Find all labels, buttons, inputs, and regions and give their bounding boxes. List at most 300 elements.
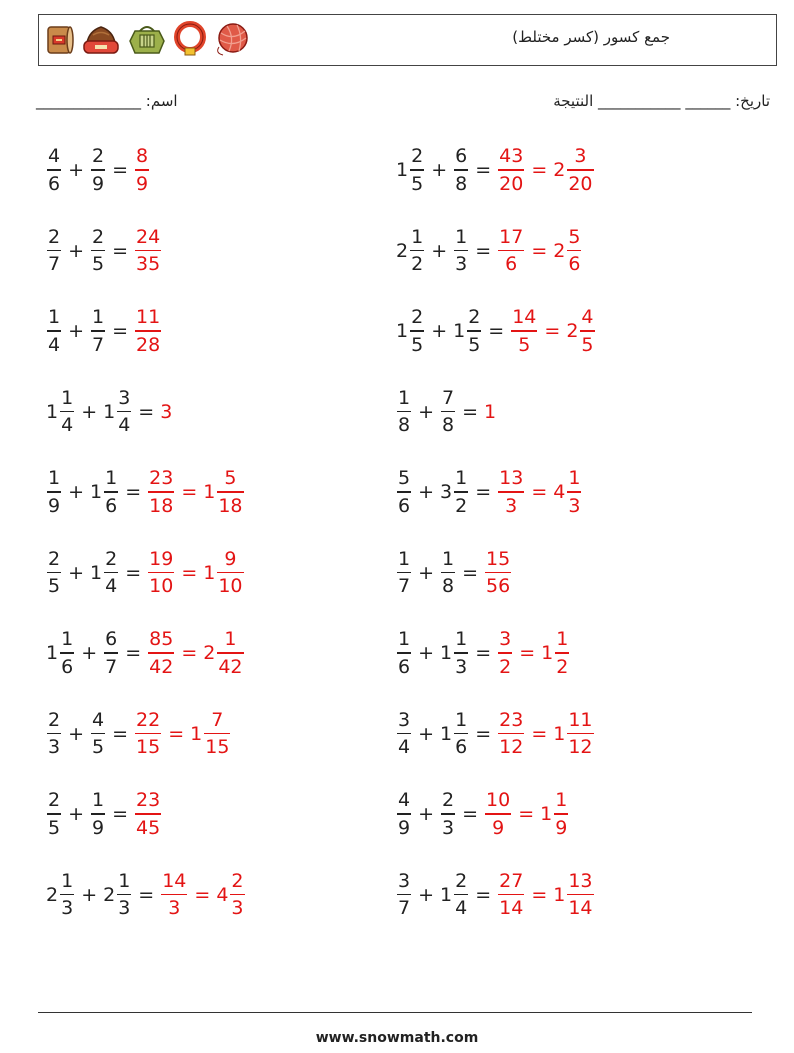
date-blank: ______ [685, 92, 731, 110]
numerator: 11 [568, 708, 593, 731]
fraction [485, 787, 511, 841]
equals-sign: = [194, 883, 211, 906]
answer [134, 304, 162, 358]
numerator: 14 [162, 869, 187, 892]
addend-1 [396, 787, 412, 841]
equals-sign: = [112, 803, 129, 825]
numerator: 1 [455, 225, 468, 248]
whole-number: 4 [553, 481, 566, 503]
equals-sign: = [181, 561, 198, 584]
log-icon [45, 21, 75, 57]
answer-fraction [497, 224, 525, 278]
whole-number: 1 [553, 722, 566, 745]
numerator: 2 [48, 225, 61, 248]
denominator: 3 [61, 897, 74, 920]
equals-sign: = [519, 642, 536, 664]
problem-item [396, 382, 497, 442]
fraction [217, 626, 243, 680]
numerator: 1 [92, 789, 105, 812]
whole-number: 2 [553, 239, 566, 262]
numerator: 5 [398, 467, 411, 490]
denominator: 18 [218, 494, 243, 517]
denominator: 3 [168, 897, 181, 920]
addend-2 [90, 787, 106, 841]
problem-item [396, 301, 596, 361]
equals-sign: = [125, 642, 142, 664]
fraction [511, 304, 537, 358]
equals-sign: = [475, 481, 492, 503]
denominator: 6 [398, 494, 411, 517]
date-label: تاریخ: [735, 92, 770, 110]
fraction [117, 868, 131, 922]
denominator: 20 [568, 172, 593, 195]
fraction [135, 787, 161, 841]
problem-item [396, 140, 595, 200]
plus-sign: + [68, 722, 85, 745]
denominator: 9 [92, 172, 105, 195]
answer-fraction [497, 707, 525, 761]
fraction [104, 465, 118, 519]
fraction [454, 465, 468, 519]
answer-fraction [134, 143, 150, 197]
denominator: 5 [48, 575, 61, 598]
denominator: 9 [136, 172, 149, 195]
problem-item [46, 543, 245, 603]
equals-sign: = [125, 561, 142, 584]
fraction [567, 224, 581, 278]
equals-sign: = [462, 400, 479, 423]
numerator: 2 [48, 547, 61, 570]
plus-sign: + [68, 159, 85, 181]
problem-item [396, 623, 570, 683]
denominator: 4 [118, 414, 131, 437]
answer-mixed [540, 787, 569, 841]
numerator: 3 [118, 386, 131, 409]
life-ring-icon [173, 21, 207, 57]
denominator: 7 [92, 333, 105, 356]
denominator: 28 [136, 333, 161, 356]
addend-1 [46, 465, 62, 519]
denominator: 7 [398, 575, 411, 598]
numerator: 85 [149, 628, 174, 651]
addend-2 [440, 465, 469, 519]
addend-2 [440, 626, 469, 680]
fraction [397, 787, 411, 841]
numerator: 2 [231, 869, 244, 892]
plus-sign: + [418, 722, 435, 745]
fraction [567, 143, 593, 197]
answer [147, 465, 244, 519]
answer-fraction [134, 224, 162, 278]
equals-sign: = [544, 320, 561, 342]
addend-1 [46, 787, 62, 841]
fraction [161, 868, 187, 922]
numerator: 7 [442, 386, 455, 409]
fraction [498, 626, 512, 680]
fraction [454, 224, 468, 278]
numerator: 4 [48, 145, 61, 168]
numerator: 1 [48, 467, 61, 490]
fraction [580, 304, 594, 358]
answer-fraction [160, 868, 188, 922]
fraction [104, 546, 118, 600]
denominator: 2 [455, 494, 468, 517]
denominator: 6 [568, 253, 581, 276]
footer-url: www.snowmath.com [315, 1030, 479, 1046]
fraction [60, 626, 74, 680]
pet-bed-icon [81, 21, 121, 57]
answer-fraction [484, 787, 512, 841]
numerator: 6 [105, 628, 118, 651]
answer-mixed [553, 143, 594, 197]
fraction [47, 304, 61, 358]
answer [497, 626, 570, 680]
denominator: 15 [205, 736, 230, 759]
fraction [441, 787, 455, 841]
fraction [467, 304, 481, 358]
addend-2 [103, 626, 119, 680]
whole-number: 1 [103, 400, 116, 423]
numerator: 27 [499, 869, 524, 892]
fraction [230, 868, 244, 922]
denominator: 5 [92, 253, 105, 276]
equals-sign: = [488, 320, 505, 342]
addend-2 [440, 787, 456, 841]
numerator: 13 [568, 869, 593, 892]
numerator: 23 [136, 789, 161, 812]
denominator: 3 [118, 897, 131, 920]
denominator: 7 [105, 655, 118, 678]
denominator: 18 [149, 494, 174, 517]
whole-number: 3 [160, 400, 173, 423]
denominator: 10 [218, 575, 243, 598]
numerator: 17 [499, 225, 524, 248]
whole-number: 2 [553, 159, 566, 181]
fraction [91, 304, 105, 358]
answer-fraction [147, 465, 175, 519]
problem-item [396, 221, 582, 281]
plus-sign: + [68, 561, 85, 584]
fraction [47, 707, 61, 761]
plus-sign: + [81, 642, 98, 664]
score-blank: ___________ [598, 92, 681, 110]
numerator: 19 [149, 547, 174, 570]
addend-2 [90, 143, 106, 197]
fraction [498, 868, 524, 922]
addend-1 [46, 143, 62, 197]
worksheet-header [38, 14, 777, 66]
fraction [498, 224, 524, 278]
fraction [454, 868, 468, 922]
numerator: 43 [499, 145, 524, 168]
denominator: 12 [568, 736, 593, 759]
numerator: 2 [411, 145, 424, 168]
answer-mixed [553, 465, 582, 519]
numerator: 1 [61, 869, 74, 892]
fraction [454, 626, 468, 680]
whole-number: 1 [396, 159, 409, 181]
equals-sign: = [125, 481, 142, 503]
whole-number: 1 [90, 561, 103, 584]
answer-fraction [497, 868, 525, 922]
denominator: 10 [149, 575, 174, 598]
problem-item [396, 865, 595, 925]
numerator: 3 [574, 145, 587, 168]
fraction [135, 304, 161, 358]
whole-number: 1 [440, 722, 453, 745]
numerator: 1 [455, 467, 468, 490]
fraction [485, 546, 511, 600]
numerator: 1 [555, 789, 568, 812]
score-label: النتيجة [553, 92, 594, 110]
answer [497, 224, 582, 278]
addend-2 [453, 224, 469, 278]
addend-1 [46, 707, 62, 761]
fraction [47, 465, 61, 519]
fraction [498, 143, 524, 197]
fraction [397, 707, 411, 761]
numerator: 23 [149, 467, 174, 490]
denominator: 2 [556, 655, 569, 678]
addend-1 [396, 868, 412, 922]
numerator: 2 [105, 547, 118, 570]
problem-item [396, 784, 569, 844]
problem-item [46, 301, 162, 361]
denominator: 42 [149, 655, 174, 678]
answer-fraction [134, 787, 162, 841]
answer-fraction [160, 401, 173, 423]
answer-mixed [216, 868, 245, 922]
addend-1 [46, 224, 62, 278]
addend-1 [396, 707, 412, 761]
denominator: 6 [505, 253, 518, 276]
numerator: 14 [512, 306, 537, 329]
fraction [454, 707, 468, 761]
numerator: 22 [136, 708, 161, 731]
denominator: 5 [411, 172, 424, 195]
fraction [91, 707, 105, 761]
numerator: 24 [136, 225, 161, 248]
fraction [47, 546, 61, 600]
numerator: 4 [581, 306, 594, 329]
numerator: 4 [92, 708, 105, 731]
denominator: 6 [48, 172, 61, 195]
answer [497, 868, 594, 922]
numerator: 1 [568, 467, 581, 490]
numerator: 8 [136, 145, 149, 168]
numerator: 2 [48, 708, 61, 731]
denominator: 4 [61, 414, 74, 437]
plus-sign: + [431, 320, 448, 342]
answer [497, 707, 594, 761]
addend-2 [90, 224, 106, 278]
addend-2 [103, 385, 132, 439]
numerator: 1 [105, 467, 118, 490]
denominator: 4 [398, 736, 411, 759]
addend-1 [396, 304, 425, 358]
whole-number: 1 [541, 642, 554, 664]
answer-fraction [134, 707, 162, 761]
numerator: 1 [61, 386, 74, 409]
denominator: 6 [455, 736, 468, 759]
whole-number: 1 [553, 883, 566, 906]
fraction [397, 626, 411, 680]
fraction [47, 224, 61, 278]
numerator: 1 [442, 547, 455, 570]
problem-item [46, 623, 245, 683]
denominator: 9 [555, 816, 568, 839]
addend-2 [440, 546, 456, 600]
denominator: 42 [218, 655, 243, 678]
equals-sign: = [531, 481, 548, 503]
answer-fraction [147, 626, 175, 680]
fraction [91, 787, 105, 841]
answer-mixed [553, 707, 594, 761]
pet-carrier-icon [127, 21, 167, 57]
answer [484, 401, 497, 423]
denominator: 15 [136, 736, 161, 759]
answer [134, 787, 162, 841]
name-blank: ______________ [36, 92, 141, 110]
fraction [454, 143, 468, 197]
addend-1 [396, 224, 425, 278]
fraction [554, 787, 568, 841]
answer [160, 868, 245, 922]
numerator: 9 [224, 547, 237, 570]
addend-1 [396, 385, 412, 439]
denominator: 3 [505, 494, 518, 517]
numerator: 2 [48, 789, 61, 812]
equals-sign: = [462, 561, 479, 584]
whole-number: 1 [453, 320, 466, 342]
numerator: 1 [556, 628, 569, 651]
whole-number: 3 [440, 481, 453, 503]
fraction [135, 143, 149, 197]
whole-number: 2 [203, 642, 216, 664]
denominator: 7 [398, 897, 411, 920]
denominator: 35 [136, 253, 161, 276]
equals-sign: = [475, 239, 492, 262]
equals-sign: = [181, 642, 198, 664]
whole-number: 1 [203, 481, 216, 503]
equals-sign: = [138, 400, 155, 423]
equals-sign: = [518, 803, 535, 825]
addend-2 [103, 868, 132, 922]
denominator: 7 [48, 253, 61, 276]
fraction [567, 868, 593, 922]
fraction [60, 868, 74, 922]
plus-sign: + [418, 400, 435, 423]
answer [134, 143, 150, 197]
denominator: 5 [48, 816, 61, 839]
numerator: 23 [499, 708, 524, 731]
fraction [441, 385, 455, 439]
denominator: 3 [442, 816, 455, 839]
denominator: 5 [411, 333, 424, 356]
addend-1 [46, 626, 75, 680]
name-field [36, 92, 178, 110]
numerator: 4 [398, 789, 411, 812]
addend-2 [453, 143, 469, 197]
whole-number: 1 [90, 481, 103, 503]
fraction [47, 143, 61, 197]
whole-number: 1 [440, 883, 453, 906]
denominator: 56 [486, 575, 511, 598]
numerator: 1 [455, 708, 468, 731]
problem-item [46, 382, 173, 442]
addend-1 [396, 143, 425, 197]
whole-number: 2 [103, 883, 116, 906]
problem-item [396, 704, 595, 764]
answer-fraction [497, 143, 525, 197]
numerator: 2 [442, 789, 455, 812]
whole-number: 1 [203, 561, 216, 584]
denominator: 9 [398, 816, 411, 839]
fraction [410, 143, 424, 197]
numerator: 2 [92, 145, 105, 168]
fraction [397, 465, 411, 519]
addend-2 [90, 304, 106, 358]
fraction [410, 304, 424, 358]
plus-sign: + [431, 239, 448, 262]
numerator: 2 [411, 306, 424, 329]
equals-sign: = [138, 883, 155, 906]
denominator: 8 [398, 414, 411, 437]
denominator: 6 [61, 655, 74, 678]
numerator: 1 [398, 547, 411, 570]
fraction [397, 868, 411, 922]
denominator: 6 [105, 494, 118, 517]
addend-1 [396, 465, 412, 519]
equals-sign: = [112, 239, 129, 262]
fraction [217, 546, 243, 600]
denominator: 4 [455, 897, 468, 920]
equals-sign: = [475, 883, 492, 906]
answer [497, 465, 582, 519]
numerator: 2 [92, 225, 105, 248]
numerator: 3 [398, 708, 411, 731]
fraction [567, 465, 581, 519]
equals-sign: = [531, 722, 548, 745]
plus-sign: + [68, 320, 85, 342]
denominator: 14 [499, 897, 524, 920]
answer [484, 787, 569, 841]
answer-fraction [497, 465, 525, 519]
answer-fraction [484, 546, 512, 600]
fraction [135, 707, 161, 761]
plus-sign: + [431, 159, 448, 181]
equals-sign: = [112, 320, 129, 342]
problem-item [46, 140, 150, 200]
problem-item [46, 704, 231, 764]
fraction [148, 626, 174, 680]
whole-number: 2 [566, 320, 579, 342]
denominator: 14 [568, 897, 593, 920]
denominator: 8 [455, 172, 468, 195]
fraction [104, 626, 118, 680]
addend-1 [46, 304, 62, 358]
fraction [410, 224, 424, 278]
equals-sign: = [475, 159, 492, 181]
denominator: 9 [492, 816, 505, 839]
fraction [135, 224, 161, 278]
denominator: 5 [581, 333, 594, 356]
whole-number: 1 [396, 320, 409, 342]
whole-number: 1 [484, 400, 497, 423]
fraction [555, 626, 569, 680]
whole-number: 2 [396, 239, 409, 262]
fraction [91, 143, 105, 197]
